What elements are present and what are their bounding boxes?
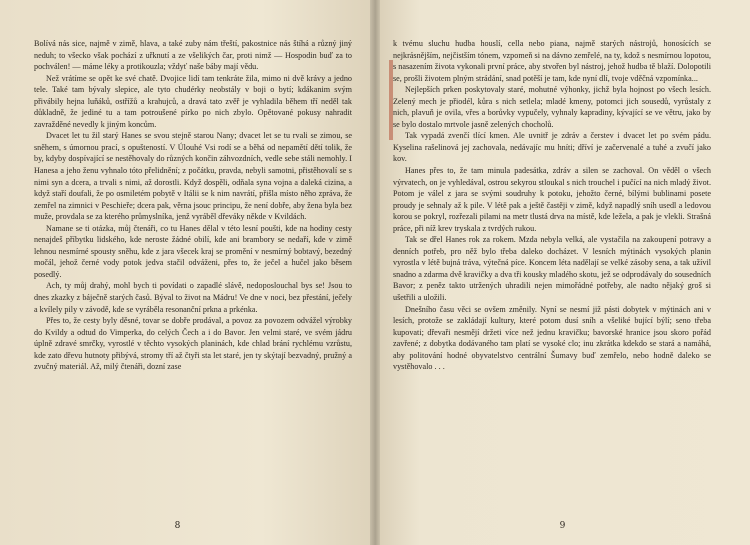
paragraph: Bolívá nás sice, najmě v zimě, hlava, a také zuby nám třeští, pakostnice nás štíhá a různý jiný neduh; to všecko však pochází z uřknutí a ze všelikých čar, proti nimž — Hospodin buď za to pochválen! — máme léky a protikouzla; vždyť naše báby mají vědu.: [34, 39, 352, 72]
right-page: [375, 0, 750, 545]
paragraph: Tak vypadá zvenčí tlící kmen. Ale uvnitř je zdráv a čerstev i dvacet let po svém pádu. Kyselina rašelinová jej zachovala, nedávajíc mu hníti; dříví je začervenalé a tuhé a zvučí jako kov.: [393, 131, 711, 164]
right-page-text: [393, 38, 711, 373]
page-number: 8: [174, 521, 181, 531]
left-page-text: [34, 38, 352, 373]
paragraph: Namane se ti otázka, můj čtenáři, co tu Hanes dělal v této lesní poušti, kde na hodiny cesty nenajdeš příbytku lidského, kde neroste žádné obilí, kde ani brambory se nedaří, kde v zimě lehnou nesmírné spousty sněhu, kde z jara všecek kraj se promění v nesmírný bobtavý, bezedný močál, jehož černé vody potok jedva stačil odváženi, přes to, že ječel a hučel jako běsem posedlý.: [34, 223, 352, 279]
paragraph: Hanes přes to, že tam minula padesátka, zdráv a silen se zachoval. On věděl o všech výrvatech, on je vyhledával, ostrou sekyrou stloukal s nich trouchel i pučící na nich mladý život. Potom je válel z jara se svými soudruhy k potoku, jehožto černé, bílými bublinami posete proudy je sehnaly až k pile. V létě pak a ještě častěji v zimě, když napadlý sníh usedl a ledovou korou se pokryl, rozřezali pilami na metr tlustá drva na místě, kde ležela, a pak je vlekli. Strašná práce, při níž krev tryskala z tvrdých rukou.: [393, 166, 711, 233]
page-number: 9: [559, 521, 566, 531]
paragraph: Přes to, že cesty byly děsné, tovar se dobře prodával, a povoz za povozem odvážel výrobky do Kvildy a odtud do Vimperka, do celých Čech a i do Bavor. Jen velmi staré, ve svém jádru úplně zdravé smrčky, vyrostlé v těchto vysokých planinách, kde chlad brání rychlému vzrůstu, kde zato dřevu hutnoty přibývá, stromy tří až čtyři sta let staré, jen ty skýtají bezvadný, pružný a zvučný materiál. Až, milý čtenáři, dozní zase: [34, 316, 352, 372]
paragraph: Než vrátíme se opět ke své chatě. Dvojice lidí tam tenkráte žila, mimo ni dvě krávy a jedno tele. Také tam bývaly slepice, ale tyto chudérky neobstály v boji o bytí; kdákanim svým přivábily hejna luňáků, ostřížů a krahujců, a dravá tato zvěř je vyhladila během tří neděl tak důkladně, že jediné tu a tam potroušené pírko po nich zbylo. Opětované pokusy nahradit zavražděné nevedly k jiným koncům.: [34, 73, 352, 129]
paragraph: k tvému sluchu hudba houslí, cella nebo piana, najmě starých nástrojů, honosících se nejkrásnějším, nejčistším tónem, vzpomeň si na dávno zemřelé, na ty, kdož s nesmírnou lopotou, s nasazením života vykonali první práce, aby stvořen byl nástroj, jehož hudba tě blaží. Dolopotili se, prošli životem plným strádání, snad potěší je tam, kde nyní dlí, tvoje vděčná vzpomínka...: [393, 39, 711, 83]
book-gutter: [370, 0, 380, 545]
paragraph: Dvacet let tu žil starý Hanes se svou stejně starou Nany; dvacet let se tu rvali se zimou, se sněhem, s úmornou prací, s opušteností. V Úlouhé Vsi rodí se a běhá od nepamětí dětí tolik, že by, kdyby dospívající se nestěhovaly do různých končin záhvozdních, vedle sebe stáli nemohly. I Hanesa a jeho ženu vyhnalo tóto přelidnění; z počátku, pravda, nebyli samotni, přistěhovalí se s nimi syn a dcera, a trvali s nimi, až dorostli. Když dospěli, odňala syna vojna a daleká cizina, a když staří doufali, že po osmiletém pobytě v Itálii se k nim navrátí, přišla místo něho zpráva, že zemřel na zimnici v Peschieře; dcera pak, věrna jsouc principu, že není dobře, aby žena byla bez muže, provdala se za kterého průmyslníka, jenž vyráběl dřeváky někde v Kvildách.: [34, 131, 352, 222]
paragraph: Nejlepších prken poskytovaly staré, mohutné výhonky, jichž byla hojnost po všech lesích. Zelený mech je přiodél, kůra s nich setlela; mladé kmeny, potomci jich sousedů, vyrůstaly z nich, plavuň je ovila, vřes a borůvky vypučely, vyhnaly kapradiny, kývající se ve větru, jako by se bylo dostalo mrtvole jasně zelených chocholů.: [393, 85, 711, 129]
paragraph: Ach, ty můj drahý, mohl bych ti povídati o zapadlé slávě, nedoposlouchal bys se! Jsou to dnes zkazky z báječně starých časů. Býval to život na Mádru! Ve dne v noci, bez přestání, ječely a kvílely pily v závodě, kde se vyráběla resonanční prkna a prkénka.: [34, 281, 352, 314]
paragraph: Dnešního času věci se ovšem změnily. Nyní se nesmí již pásti dobytek v mýtinách ani v lesích, protože se zakládají kultury, které potom dusí sníh a všeliké bující býlí; seno třeba kupovati; dřevaři nesmějí držeti více než jednu kravičku; bavorské hranice jsou skoro pořád zavřené; z dobytka dodávaného tam platí se vysoké clo; inu zkrátka kdekdo se stará a namáhá, aby politování hodné obyvatelstvo centrální Šumavy buď zemřelo, nebo hodně daleko se vystěhovalo . . .: [393, 304, 711, 372]
paragraph: Tak se dřel Hanes rok za rokem. Mzda nebyla velká, ale vystačila na zakoupení potravy a denních potřeb, pro něž bylo třeba daleko docházet. V lesních mýtinách vysokých planin vyrostla v létě bujná tráva, výtečná píce. Koncem léta nadělají se velké zásoby sena, a tak užívil snadno a zdarma dvě kravičky a dva tři kousky mladého skotu, jež se odprodávaly do sousedních Bavor; z peněz takto utržených uhradili nejen mimořádné potřeby, ale nadto nějaký groš si ušetřili a uložili.: [393, 235, 711, 303]
